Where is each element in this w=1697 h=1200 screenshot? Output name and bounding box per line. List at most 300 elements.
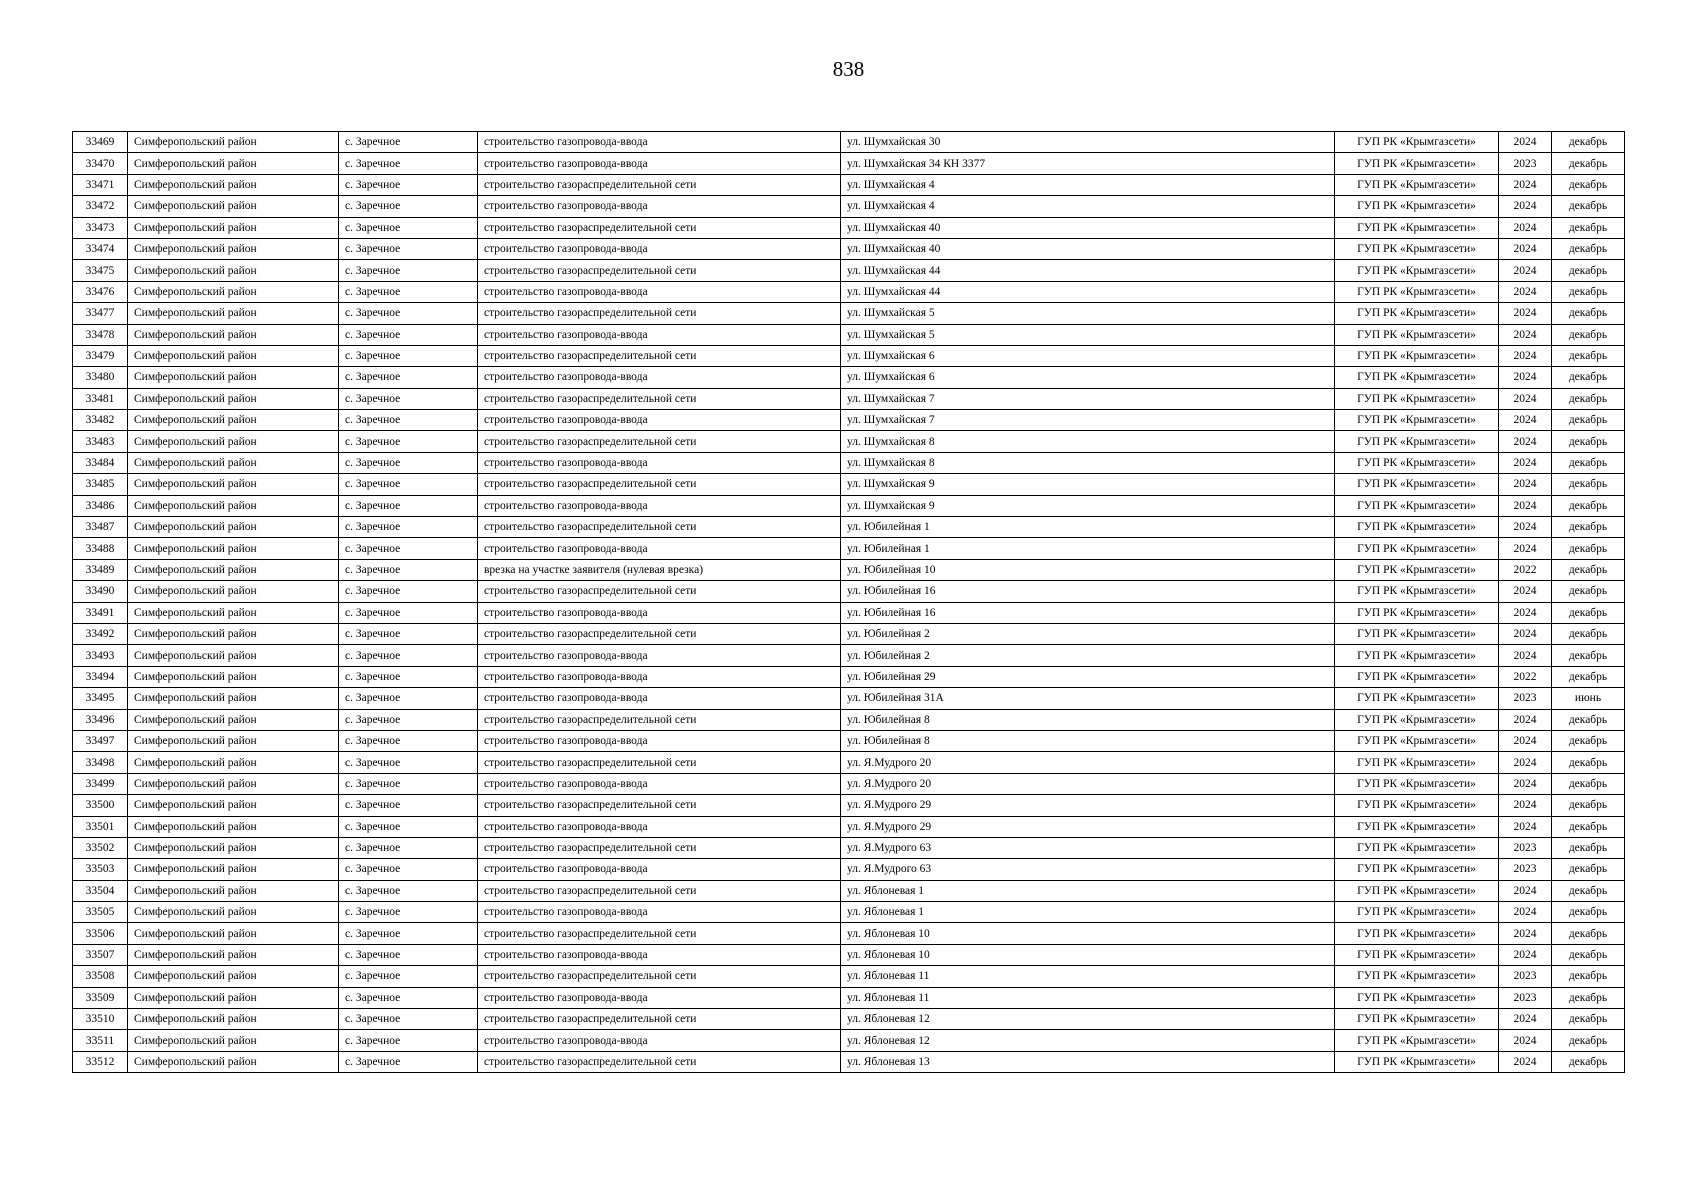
- table-row: [73, 773, 1625, 794]
- month-cell: декабрь: [1552, 410, 1625, 431]
- work-type-cell: строительство газопровода-ввода: [478, 281, 841, 302]
- organization-cell: ГУП РК «Крымгазсети»: [1335, 602, 1499, 623]
- address-cell: ул. Юбилейная 10: [841, 559, 1335, 580]
- year-cell: 2024: [1499, 602, 1552, 623]
- address-cell: ул. Яблоневая 12: [841, 1009, 1335, 1030]
- table-row: [73, 431, 1625, 452]
- row-number-cell: 33471: [73, 174, 128, 195]
- district-cell: Симферопольский район: [128, 987, 339, 1008]
- table-row: [73, 388, 1625, 409]
- work-type-cell: строительство газораспределительной сети: [478, 966, 841, 987]
- settlement-cell: с. Заречное: [339, 923, 478, 944]
- district-cell: Симферопольский район: [128, 730, 339, 751]
- row-number-cell: 33510: [73, 1009, 128, 1030]
- work-type-cell: строительство газораспределительной сети: [478, 517, 841, 538]
- settlement-cell: с. Заречное: [339, 238, 478, 259]
- settlement-cell: с. Заречное: [339, 559, 478, 580]
- table-row: [73, 303, 1625, 324]
- district-cell: Симферопольский район: [128, 816, 339, 837]
- table-row: [73, 730, 1625, 751]
- table-row: [73, 238, 1625, 259]
- address-cell: ул. Юбилейная 8: [841, 730, 1335, 751]
- settlement-cell: с. Заречное: [339, 709, 478, 730]
- address-cell: ул. Яблоневая 1: [841, 902, 1335, 923]
- row-number-cell: 33486: [73, 495, 128, 516]
- year-cell: 2024: [1499, 367, 1552, 388]
- row-number-cell: 33477: [73, 303, 128, 324]
- organization-cell: ГУП РК «Крымгазсети»: [1335, 623, 1499, 644]
- settlement-cell: с. Заречное: [339, 388, 478, 409]
- month-cell: декабрь: [1552, 623, 1625, 644]
- address-cell: ул. Яблоневая 1: [841, 880, 1335, 901]
- row-number-cell: 33485: [73, 474, 128, 495]
- organization-cell: ГУП РК «Крымгазсети»: [1335, 217, 1499, 238]
- organization-cell: ГУП РК «Крымгазсети»: [1335, 367, 1499, 388]
- settlement-cell: с. Заречное: [339, 1009, 478, 1030]
- organization-cell: ГУП РК «Крымгазсети»: [1335, 132, 1499, 153]
- register-body: [73, 132, 1625, 1073]
- settlement-cell: с. Заречное: [339, 345, 478, 366]
- address-cell: ул. Шумхайская 7: [841, 410, 1335, 431]
- settlement-cell: с. Заречное: [339, 217, 478, 238]
- address-cell: ул. Я.Мудрого 20: [841, 752, 1335, 773]
- year-cell: 2024: [1499, 132, 1552, 153]
- month-cell: декабрь: [1552, 709, 1625, 730]
- district-cell: Симферопольский район: [128, 837, 339, 858]
- settlement-cell: с. Заречное: [339, 517, 478, 538]
- settlement-cell: с. Заречное: [339, 880, 478, 901]
- month-cell: декабрь: [1552, 174, 1625, 195]
- year-cell: 2024: [1499, 645, 1552, 666]
- row-number-cell: 33508: [73, 966, 128, 987]
- year-cell: 2024: [1499, 238, 1552, 259]
- settlement-cell: с. Заречное: [339, 303, 478, 324]
- organization-cell: ГУП РК «Крымгазсети»: [1335, 902, 1499, 923]
- year-cell: 2024: [1499, 1009, 1552, 1030]
- settlement-cell: с. Заречное: [339, 902, 478, 923]
- month-cell: декабрь: [1552, 1030, 1625, 1051]
- year-cell: 2024: [1499, 902, 1552, 923]
- year-cell: 2024: [1499, 752, 1552, 773]
- organization-cell: ГУП РК «Крымгазсети»: [1335, 153, 1499, 174]
- address-cell: ул. Шумхайская 40: [841, 238, 1335, 259]
- year-cell: 2024: [1499, 388, 1552, 409]
- row-number-cell: 33473: [73, 217, 128, 238]
- year-cell: 2024: [1499, 474, 1552, 495]
- row-number-cell: 33500: [73, 795, 128, 816]
- district-cell: Симферопольский район: [128, 217, 339, 238]
- organization-cell: ГУП РК «Крымгазсети»: [1335, 174, 1499, 195]
- settlement-cell: с. Заречное: [339, 281, 478, 302]
- table-row: [73, 196, 1625, 217]
- row-number-cell: 33497: [73, 730, 128, 751]
- table-row: [73, 645, 1625, 666]
- organization-cell: ГУП РК «Крымгазсети»: [1335, 944, 1499, 965]
- district-cell: Симферопольский район: [128, 602, 339, 623]
- year-cell: 2024: [1499, 517, 1552, 538]
- row-number-cell: 33476: [73, 281, 128, 302]
- address-cell: ул. Я.Мудрого 29: [841, 795, 1335, 816]
- work-type-cell: строительство газопровода-ввода: [478, 688, 841, 709]
- district-cell: Симферопольский район: [128, 281, 339, 302]
- address-cell: ул. Яблоневая 10: [841, 944, 1335, 965]
- organization-cell: ГУП РК «Крымгазсети»: [1335, 281, 1499, 302]
- settlement-cell: с. Заречное: [339, 688, 478, 709]
- district-cell: Симферопольский район: [128, 474, 339, 495]
- work-type-cell: строительство газораспределительной сети: [478, 303, 841, 324]
- organization-cell: ГУП РК «Крымгазсети»: [1335, 495, 1499, 516]
- work-type-cell: строительство газораспределительной сети: [478, 174, 841, 195]
- district-cell: Симферопольский район: [128, 966, 339, 987]
- year-cell: 2024: [1499, 773, 1552, 794]
- organization-cell: ГУП РК «Крымгазсети»: [1335, 452, 1499, 473]
- row-number-cell: 33490: [73, 581, 128, 602]
- register-table: [72, 131, 1625, 1073]
- month-cell: декабрь: [1552, 645, 1625, 666]
- year-cell: 2024: [1499, 795, 1552, 816]
- row-number-cell: 33502: [73, 837, 128, 858]
- month-cell: декабрь: [1552, 666, 1625, 687]
- row-number-cell: 33474: [73, 238, 128, 259]
- organization-cell: ГУП РК «Крымгазсети»: [1335, 987, 1499, 1008]
- address-cell: ул. Шумхайская 44: [841, 281, 1335, 302]
- settlement-cell: с. Заречное: [339, 324, 478, 345]
- organization-cell: ГУП РК «Крымгазсети»: [1335, 517, 1499, 538]
- district-cell: Симферопольский район: [128, 944, 339, 965]
- table-row: [73, 816, 1625, 837]
- work-type-cell: строительство газопровода-ввода: [478, 730, 841, 751]
- organization-cell: ГУП РК «Крымгазсети»: [1335, 752, 1499, 773]
- year-cell: 2024: [1499, 880, 1552, 901]
- table-row: [73, 324, 1625, 345]
- work-type-cell: строительство газопровода-ввода: [478, 452, 841, 473]
- table-row: [73, 281, 1625, 302]
- organization-cell: ГУП РК «Крымгазсети»: [1335, 260, 1499, 281]
- year-cell: 2024: [1499, 538, 1552, 559]
- work-type-cell: строительство газораспределительной сети: [478, 795, 841, 816]
- district-cell: Симферопольский район: [128, 688, 339, 709]
- organization-cell: ГУП РК «Крымгазсети»: [1335, 795, 1499, 816]
- address-cell: ул. Я.Мудрого 63: [841, 837, 1335, 858]
- month-cell: декабрь: [1552, 752, 1625, 773]
- row-number-cell: 33498: [73, 752, 128, 773]
- organization-cell: ГУП РК «Крымгазсети»: [1335, 324, 1499, 345]
- year-cell: 2024: [1499, 923, 1552, 944]
- address-cell: ул. Яблоневая 13: [841, 1051, 1335, 1072]
- year-cell: 2023: [1499, 153, 1552, 174]
- month-cell: декабрь: [1552, 859, 1625, 880]
- work-type-cell: строительство газораспределительной сети: [478, 837, 841, 858]
- year-cell: 2022: [1499, 666, 1552, 687]
- table-row: [73, 752, 1625, 773]
- month-cell: декабрь: [1552, 431, 1625, 452]
- table-row: [73, 1009, 1625, 1030]
- work-type-cell: строительство газопровода-ввода: [478, 238, 841, 259]
- table-row: [73, 260, 1625, 281]
- district-cell: Симферопольский район: [128, 581, 339, 602]
- year-cell: 2024: [1499, 623, 1552, 644]
- table-row: [73, 153, 1625, 174]
- row-number-cell: 33475: [73, 260, 128, 281]
- settlement-cell: с. Заречное: [339, 837, 478, 858]
- address-cell: ул. Шумхайская 30: [841, 132, 1335, 153]
- table-row: [73, 709, 1625, 730]
- month-cell: декабрь: [1552, 153, 1625, 174]
- organization-cell: ГУП РК «Крымгазсети»: [1335, 880, 1499, 901]
- organization-cell: ГУП РК «Крымгазсети»: [1335, 431, 1499, 452]
- address-cell: ул. Юбилейная 31А: [841, 688, 1335, 709]
- work-type-cell: строительство газораспределительной сети: [478, 1009, 841, 1030]
- year-cell: 2023: [1499, 987, 1552, 1008]
- organization-cell: ГУП РК «Крымгазсети»: [1335, 238, 1499, 259]
- year-cell: 2024: [1499, 260, 1552, 281]
- year-cell: 2024: [1499, 1030, 1552, 1051]
- row-number-cell: 33499: [73, 773, 128, 794]
- organization-cell: ГУП РК «Крымгазсети»: [1335, 196, 1499, 217]
- work-type-cell: строительство газопровода-ввода: [478, 367, 841, 388]
- year-cell: 2024: [1499, 303, 1552, 324]
- table-row: [73, 837, 1625, 858]
- row-number-cell: 33469: [73, 132, 128, 153]
- table-row: [73, 602, 1625, 623]
- organization-cell: ГУП РК «Крымгазсети»: [1335, 388, 1499, 409]
- work-type-cell: строительство газораспределительной сети: [478, 260, 841, 281]
- work-type-cell: строительство газопровода-ввода: [478, 1030, 841, 1051]
- work-type-cell: строительство газораспределительной сети: [478, 880, 841, 901]
- district-cell: Симферопольский район: [128, 1051, 339, 1072]
- settlement-cell: с. Заречное: [339, 581, 478, 602]
- month-cell: декабрь: [1552, 581, 1625, 602]
- settlement-cell: с. Заречное: [339, 538, 478, 559]
- work-type-cell: строительство газораспределительной сети: [478, 581, 841, 602]
- year-cell: 2024: [1499, 581, 1552, 602]
- table-row: [73, 987, 1625, 1008]
- organization-cell: ГУП РК «Крымгазсети»: [1335, 559, 1499, 580]
- address-cell: ул. Шумхайская 44: [841, 260, 1335, 281]
- table-row: [73, 217, 1625, 238]
- work-type-cell: строительство газопровода-ввода: [478, 987, 841, 1008]
- month-cell: декабрь: [1552, 281, 1625, 302]
- district-cell: Симферопольский район: [128, 388, 339, 409]
- month-cell: декабрь: [1552, 902, 1625, 923]
- settlement-cell: с. Заречное: [339, 730, 478, 751]
- work-type-cell: строительство газопровода-ввода: [478, 944, 841, 965]
- month-cell: декабрь: [1552, 452, 1625, 473]
- row-number-cell: 33472: [73, 196, 128, 217]
- row-number-cell: 33487: [73, 517, 128, 538]
- address-cell: ул. Юбилейная 16: [841, 581, 1335, 602]
- work-type-cell: строительство газопровода-ввода: [478, 153, 841, 174]
- address-cell: ул. Шумхайская 40: [841, 217, 1335, 238]
- table-row: [73, 859, 1625, 880]
- district-cell: Симферопольский район: [128, 752, 339, 773]
- table-row: [73, 688, 1625, 709]
- month-cell: декабрь: [1552, 217, 1625, 238]
- settlement-cell: с. Заречное: [339, 666, 478, 687]
- work-type-cell: строительство газораспределительной сети: [478, 709, 841, 730]
- address-cell: ул. Юбилейная 2: [841, 623, 1335, 644]
- table-row: [73, 1051, 1625, 1072]
- row-number-cell: 33496: [73, 709, 128, 730]
- organization-cell: ГУП РК «Крымгазсети»: [1335, 1051, 1499, 1072]
- table-row: [73, 452, 1625, 473]
- work-type-cell: строительство газопровода-ввода: [478, 773, 841, 794]
- row-number-cell: 33478: [73, 324, 128, 345]
- month-cell: декабрь: [1552, 538, 1625, 559]
- district-cell: Симферопольский район: [128, 238, 339, 259]
- work-type-cell: строительство газораспределительной сети: [478, 923, 841, 944]
- district-cell: Симферопольский район: [128, 174, 339, 195]
- district-cell: Симферопольский район: [128, 1009, 339, 1030]
- page-number: 838: [832, 57, 865, 81]
- address-cell: ул. Юбилейная 2: [841, 645, 1335, 666]
- address-cell: ул. Юбилейная 8: [841, 709, 1335, 730]
- work-type-cell: строительство газораспределительной сети: [478, 1051, 841, 1072]
- table-row: [73, 902, 1625, 923]
- settlement-cell: с. Заречное: [339, 431, 478, 452]
- address-cell: ул. Я.Мудрого 20: [841, 773, 1335, 794]
- month-cell: декабрь: [1552, 474, 1625, 495]
- address-cell: ул. Шумхайская 5: [841, 303, 1335, 324]
- work-type-cell: строительство газопровода-ввода: [478, 902, 841, 923]
- row-number-cell: 33507: [73, 944, 128, 965]
- address-cell: ул. Шумхайская 5: [841, 324, 1335, 345]
- settlement-cell: с. Заречное: [339, 474, 478, 495]
- month-cell: декабрь: [1552, 880, 1625, 901]
- district-cell: Симферопольский район: [128, 196, 339, 217]
- district-cell: Симферопольский район: [128, 410, 339, 431]
- month-cell: декабрь: [1552, 987, 1625, 1008]
- settlement-cell: с. Заречное: [339, 1030, 478, 1051]
- organization-cell: ГУП РК «Крымгазсети»: [1335, 923, 1499, 944]
- organization-cell: ГУП РК «Крымгазсети»: [1335, 1030, 1499, 1051]
- year-cell: 2024: [1499, 324, 1552, 345]
- district-cell: Симферопольский район: [128, 773, 339, 794]
- row-number-cell: 33479: [73, 345, 128, 366]
- year-cell: 2023: [1499, 688, 1552, 709]
- settlement-cell: с. Заречное: [339, 795, 478, 816]
- table-row: [73, 132, 1625, 153]
- month-cell: декабрь: [1552, 196, 1625, 217]
- district-cell: Симферопольский район: [128, 260, 339, 281]
- district-cell: Симферопольский район: [128, 517, 339, 538]
- table-row: [73, 559, 1625, 580]
- row-number-cell: 33488: [73, 538, 128, 559]
- work-type-cell: строительство газораспределительной сети: [478, 217, 841, 238]
- organization-cell: ГУП РК «Крымгазсети»: [1335, 730, 1499, 751]
- month-cell: июнь: [1552, 688, 1625, 709]
- address-cell: ул. Шумхайская 9: [841, 474, 1335, 495]
- address-cell: ул. Шумхайская 8: [841, 452, 1335, 473]
- organization-cell: ГУП РК «Крымгазсети»: [1335, 859, 1499, 880]
- row-number-cell: 33501: [73, 816, 128, 837]
- year-cell: 2024: [1499, 281, 1552, 302]
- row-number-cell: 33509: [73, 987, 128, 1008]
- district-cell: Симферопольский район: [128, 431, 339, 452]
- table-row: [73, 517, 1625, 538]
- year-cell: 2024: [1499, 709, 1552, 730]
- row-number-cell: 33505: [73, 902, 128, 923]
- row-number-cell: 33482: [73, 410, 128, 431]
- year-cell: 2023: [1499, 837, 1552, 858]
- district-cell: Симферопольский район: [128, 902, 339, 923]
- address-cell: ул. Шумхайская 8: [841, 431, 1335, 452]
- work-type-cell: строительство газораспределительной сети: [478, 623, 841, 644]
- district-cell: Симферопольский район: [128, 559, 339, 580]
- settlement-cell: с. Заречное: [339, 859, 478, 880]
- month-cell: декабрь: [1552, 837, 1625, 858]
- settlement-cell: с. Заречное: [339, 602, 478, 623]
- settlement-cell: с. Заречное: [339, 1051, 478, 1072]
- district-cell: Симферопольский район: [128, 923, 339, 944]
- row-number-cell: 33493: [73, 645, 128, 666]
- row-number-cell: 33511: [73, 1030, 128, 1051]
- district-cell: Симферопольский район: [128, 666, 339, 687]
- month-cell: декабрь: [1552, 1009, 1625, 1030]
- district-cell: Симферопольский район: [128, 645, 339, 666]
- month-cell: декабрь: [1552, 923, 1625, 944]
- year-cell: 2024: [1499, 345, 1552, 366]
- address-cell: ул. Юбилейная 1: [841, 517, 1335, 538]
- year-cell: 2024: [1499, 217, 1552, 238]
- month-cell: декабрь: [1552, 1051, 1625, 1072]
- settlement-cell: с. Заречное: [339, 944, 478, 965]
- address-cell: ул. Я.Мудрого 63: [841, 859, 1335, 880]
- table-row: [73, 581, 1625, 602]
- month-cell: декабрь: [1552, 517, 1625, 538]
- table-row: [73, 410, 1625, 431]
- address-cell: ул. Шумхайская 34 КН 3377: [841, 153, 1335, 174]
- settlement-cell: с. Заречное: [339, 987, 478, 1008]
- table-row: [73, 623, 1625, 644]
- address-cell: ул. Я.Мудрого 29: [841, 816, 1335, 837]
- organization-cell: ГУП РК «Крымгазсети»: [1335, 538, 1499, 559]
- district-cell: Симферопольский район: [128, 709, 339, 730]
- organization-cell: ГУП РК «Крымгазсети»: [1335, 474, 1499, 495]
- month-cell: декабрь: [1552, 773, 1625, 794]
- address-cell: ул. Шумхайская 6: [841, 367, 1335, 388]
- work-type-cell: строительство газораспределительной сети: [478, 752, 841, 773]
- work-type-cell: строительство газопровода-ввода: [478, 859, 841, 880]
- organization-cell: ГУП РК «Крымгазсети»: [1335, 837, 1499, 858]
- year-cell: 2024: [1499, 495, 1552, 516]
- table-row: [73, 923, 1625, 944]
- table-row: [73, 944, 1625, 965]
- organization-cell: ГУП РК «Крымгазсети»: [1335, 688, 1499, 709]
- month-cell: декабрь: [1552, 602, 1625, 623]
- organization-cell: ГУП РК «Крымгазсети»: [1335, 581, 1499, 602]
- organization-cell: ГУП РК «Крымгазсети»: [1335, 773, 1499, 794]
- table-row: [73, 538, 1625, 559]
- district-cell: Симферопольский район: [128, 324, 339, 345]
- work-type-cell: строительство газораспределительной сети: [478, 474, 841, 495]
- month-cell: декабрь: [1552, 944, 1625, 965]
- row-number-cell: 33494: [73, 666, 128, 687]
- row-number-cell: 33512: [73, 1051, 128, 1072]
- work-type-cell: врезка на участке заявителя (нулевая врезка): [478, 559, 841, 580]
- address-cell: ул. Шумхайская 6: [841, 345, 1335, 366]
- table-row: [73, 474, 1625, 495]
- work-type-cell: строительство газораспределительной сети: [478, 388, 841, 409]
- row-number-cell: 33483: [73, 431, 128, 452]
- table-row: [73, 1030, 1625, 1051]
- month-cell: декабрь: [1552, 345, 1625, 366]
- month-cell: декабрь: [1552, 367, 1625, 388]
- row-number-cell: 33491: [73, 602, 128, 623]
- address-cell: ул. Шумхайская 9: [841, 495, 1335, 516]
- month-cell: декабрь: [1552, 795, 1625, 816]
- year-cell: 2024: [1499, 431, 1552, 452]
